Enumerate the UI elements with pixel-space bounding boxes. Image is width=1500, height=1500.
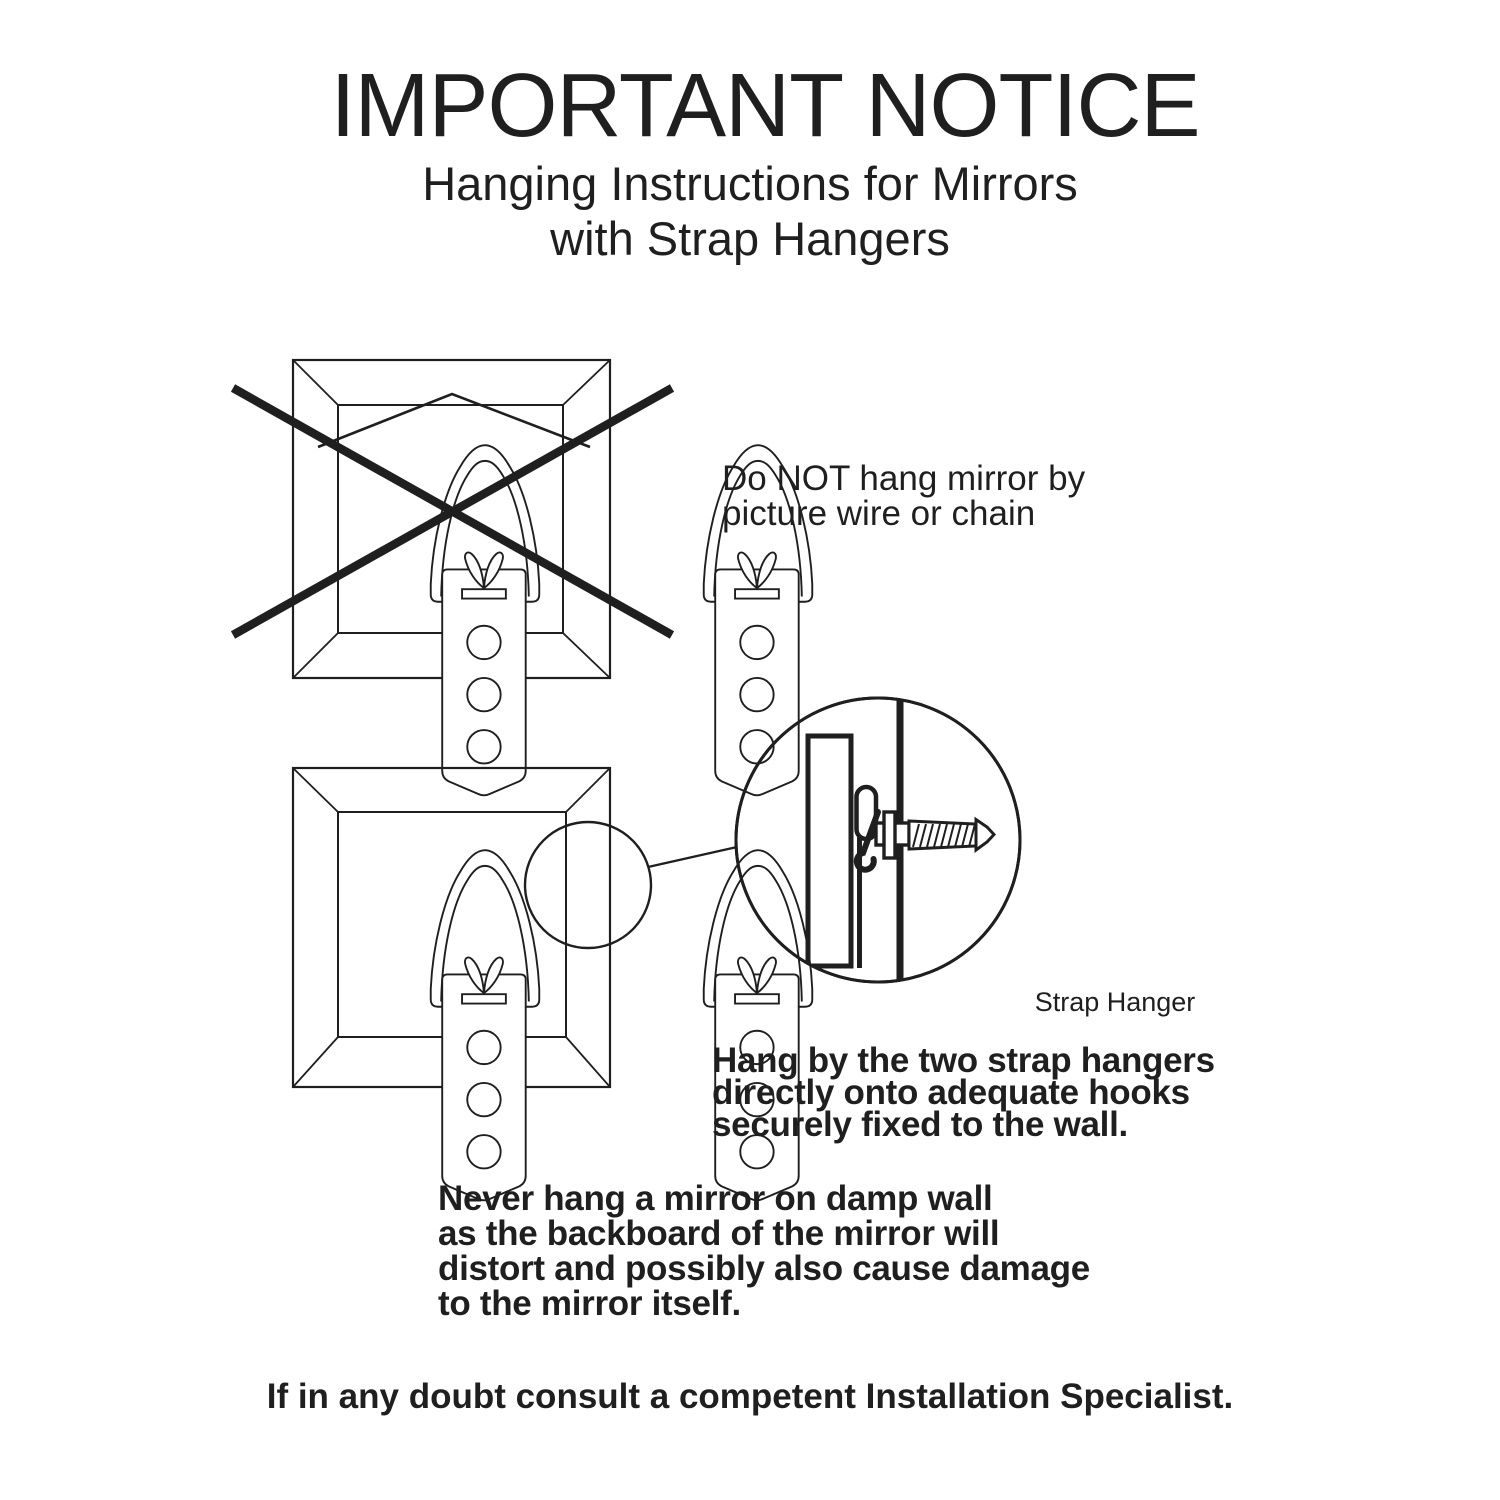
page-subtitle	[0, 156, 1500, 266]
subtitle-line: Hanging Instructions for Mirrors	[422, 157, 1078, 210]
hook-detail-callout	[736, 695, 1020, 985]
page-title: IMPORTANT NOTICE	[330, 56, 1200, 156]
warning-line: Never hang a mirror on damp wall	[438, 1179, 993, 1218]
warning-do-not-text	[722, 461, 1085, 531]
warning-line: distort and possibly also cause damage	[438, 1249, 1090, 1288]
instruction-hang-by-text	[712, 1041, 1215, 1144]
strap-hanger-label: Strap Hanger	[1034, 987, 1196, 1017]
instruction-line: directly onto adequate hooks	[712, 1073, 1190, 1112]
warning-line: picture wire or chain	[722, 494, 1036, 533]
warning-line: to the mirror itself.	[438, 1284, 741, 1323]
callout-connector-line	[648, 847, 737, 867]
frame-board-section	[808, 736, 851, 966]
instruction-line: securely fixed to the wall.	[712, 1105, 1128, 1144]
screw-hook-icon	[857, 812, 994, 870]
magnifier-callout-circle	[525, 822, 651, 948]
picture-wire	[318, 394, 590, 447]
instruction-line: Hang by the two strap hangers	[712, 1041, 1215, 1080]
footer-advice-text: If in any doubt consult a competent Installation Specialist.	[266, 1377, 1234, 1416]
crossed-mirror-diagram	[233, 360, 812, 795]
strap-hanger-icon	[704, 850, 813, 1200]
warning-line: Do NOT hang mirror by	[722, 459, 1086, 498]
warning-line: as the backboard of the mirror will	[438, 1214, 1000, 1253]
strap-hanger-icon	[431, 850, 540, 1200]
subtitle-line: with Strap Hangers	[550, 212, 950, 265]
warning-damp-wall-text	[438, 1181, 1090, 1321]
